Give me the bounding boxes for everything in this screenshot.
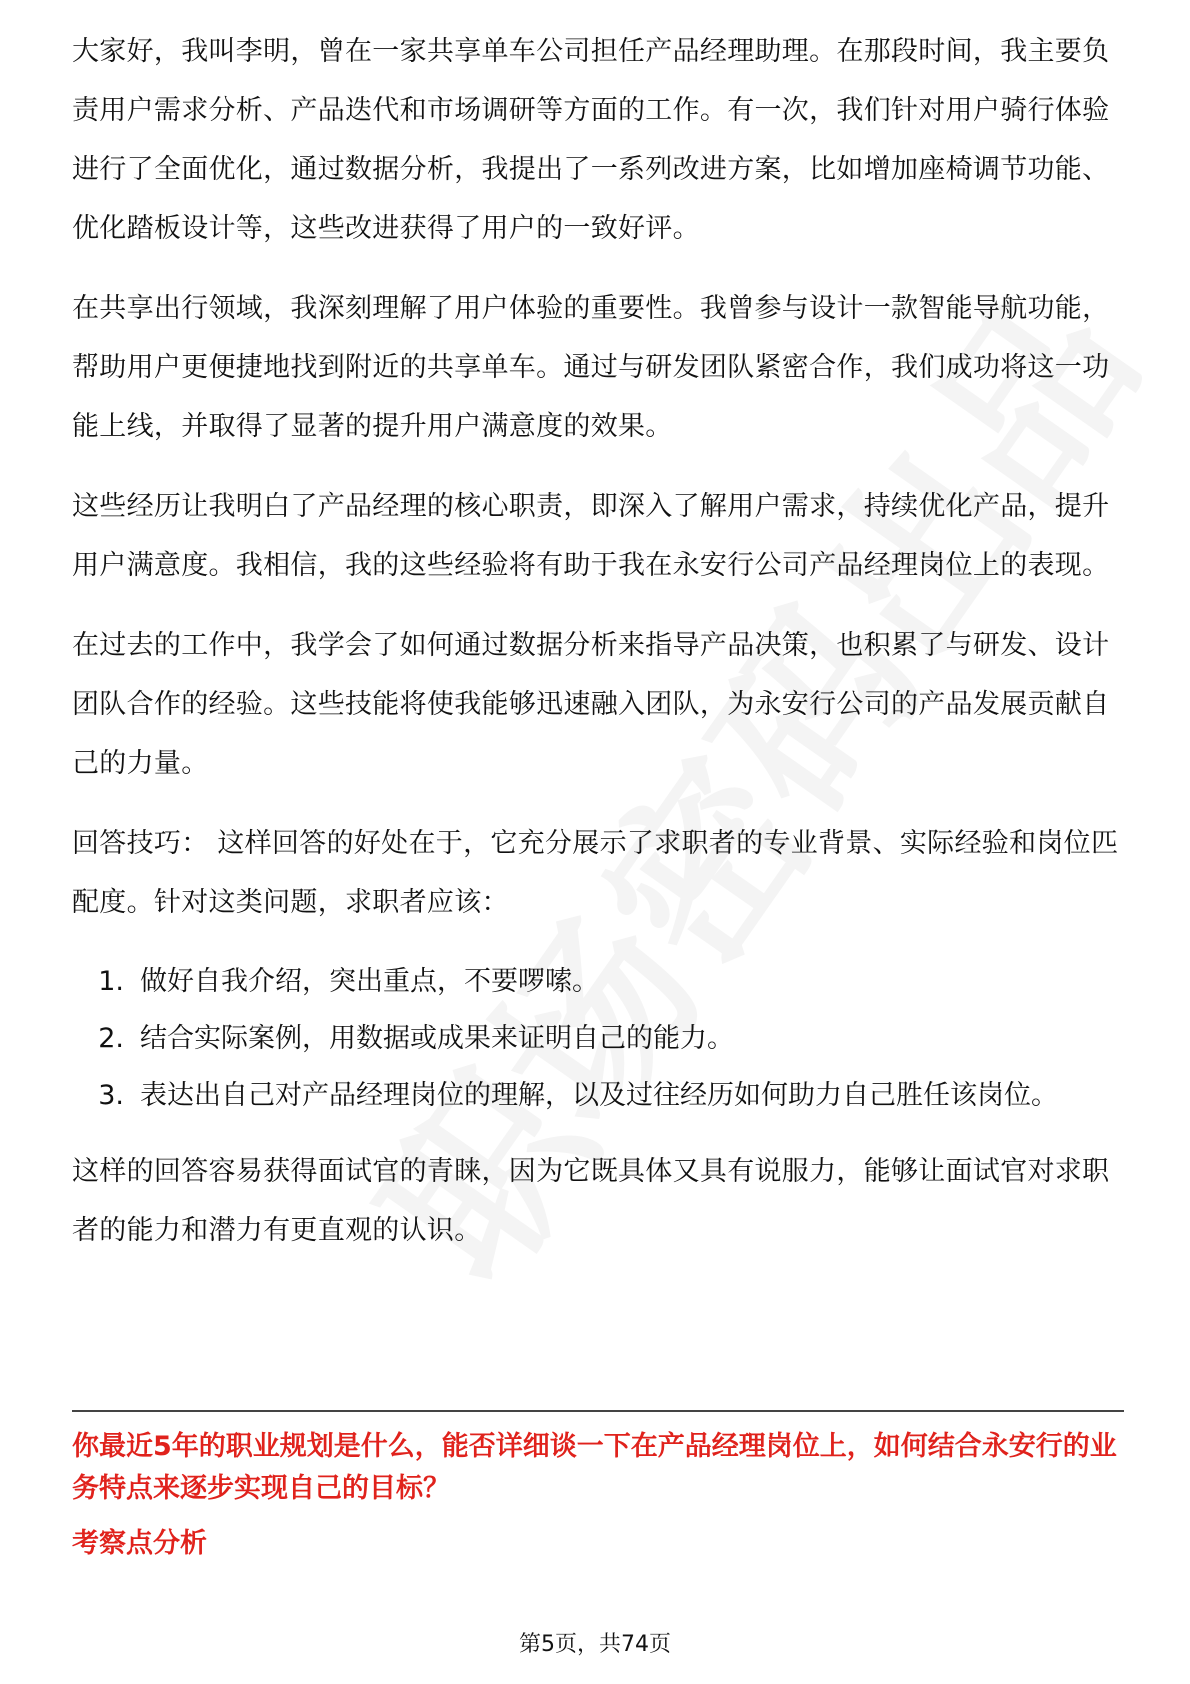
page-number: 第5页，共74页 — [519, 1632, 671, 1657]
closing-paragraph: 这样的回答容易获得面试官的青睐，因为它既具体又具有说服力，能够让面试官对求职者的能力和潜力有更直观的认识。 — [72, 1156, 1110, 1246]
tips-list — [72, 953, 1124, 1124]
answer-paragraph-3: 这些经历让我明白了产品经理的核心职责，即深入了解用户需求，持续优化产品，提升用户满意度。我相信，我的这些经验将有助于我在永安行公司产品经理岗位上的表现。 — [72, 491, 1110, 581]
list-item — [72, 953, 1124, 1010]
list-item — [72, 1067, 1124, 1124]
list-item-text: 表达出自己对产品经理岗位的理解，以及过往经历如何助力自己胜任该岗位。 — [140, 1080, 1058, 1111]
answer-paragraph-1: 大家好，我叫李明，曾在一家共享单车公司担任产品经理助理。在那段时间，我主要负责用户需求分析、产品迭代和市场调研等方面的工作。有一次，我们针对用户骑行体验进行了全面优化，通过数据分析，我提出了一系列改进方案，比如增加座椅调节功能、优化踏板设计等，这些改进获得了用户的一致好评。 — [72, 36, 1110, 244]
list-item — [72, 1010, 1124, 1067]
answer-content — [72, 36, 1124, 1281]
section-heading: 考察点分析 — [72, 1528, 207, 1559]
list-item-number: 1. — [98, 966, 124, 997]
list-item-number: 2. — [98, 1023, 124, 1054]
list-item-text: 做好自我介绍，突出重点，不要啰嗦。 — [140, 966, 599, 997]
answer-paragraph-2: 在共享出行领域，我深刻理解了用户体验的重要性。我曾参与设计一款智能导航功能，帮助用户更便捷地找到附近的共享单车。通过与研发团队紧密合作，我们成功将这一功能上线，并取得了显著的提升用户满意度的效果。 — [72, 293, 1110, 442]
answer-tips-intro: 回答技巧： 这样回答的好处在于，它充分展示了求职者的专业背景、实际经验和岗位匹配度。针对这类问题，求职者应该： — [72, 828, 1119, 918]
answer-paragraph-4: 在过去的工作中，我学会了如何通过数据分析来指导产品决策，也积累了与研发、设计团队合作的经验。这些技能将使我能够迅速融入团队，为永安行公司的产品发展贡献自己的力量。 — [72, 630, 1110, 779]
list-item-number: 3. — [98, 1080, 124, 1111]
interview-question: 你最近5年的职业规划是什么，能否详细谈一下在产品经理岗位上，如何结合永安行的业务特点来逐步实现自己的目标？ — [72, 1431, 1117, 1504]
section-divider — [72, 1410, 1124, 1412]
list-item-text: 结合实际案例，用数据或成果来证明自己的能力。 — [140, 1023, 734, 1054]
